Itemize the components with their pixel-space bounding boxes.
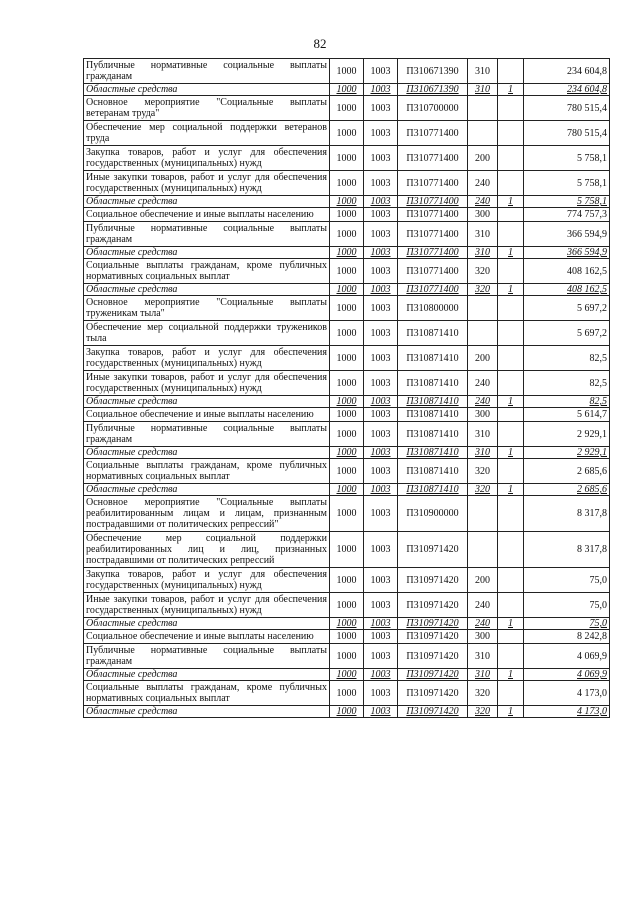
amount-cell: 4 069,9 [524, 669, 610, 681]
target-article-cell: П310771400 [398, 247, 468, 259]
expense-type-cell: 320 [468, 484, 498, 496]
expense-type-cell: 300 [468, 208, 498, 222]
funding-source-row [84, 447, 610, 459]
section-cell: 1000 [330, 532, 364, 568]
target-article-cell: П310771400 [398, 208, 468, 222]
row-name-cell: Областные средства [84, 396, 330, 408]
expense-type-cell: 320 [468, 459, 498, 484]
table-row [84, 681, 610, 706]
funding-source-cell [498, 222, 524, 247]
target-article-cell: П310871410 [398, 396, 468, 408]
funding-source-cell [498, 630, 524, 644]
funding-source-cell [498, 146, 524, 171]
table-row [84, 208, 610, 222]
amount-cell: 2 685,6 [524, 459, 610, 484]
row-name-cell: Социальное обеспечение и иные выплаты населению [84, 208, 330, 222]
table-row [84, 593, 610, 618]
section-cell: 1000 [330, 496, 364, 532]
expense-type-cell: 240 [468, 371, 498, 396]
target-article-cell: П310971420 [398, 568, 468, 593]
subsection-cell: 1003 [364, 532, 398, 568]
section-cell: 1000 [330, 371, 364, 396]
subsection-cell: 1003 [364, 568, 398, 593]
amount-cell: 82,5 [524, 396, 610, 408]
section-cell: 1000 [330, 146, 364, 171]
expense-type-cell [468, 321, 498, 346]
table-row [84, 532, 610, 568]
amount-cell: 5 697,2 [524, 321, 610, 346]
expense-type-cell: 320 [468, 706, 498, 718]
funding-source-cell [498, 408, 524, 422]
expense-type-cell [468, 532, 498, 568]
row-name-cell: Обеспечение мер социальной поддержки тружеников тыла [84, 321, 330, 346]
funding-source-row [84, 706, 610, 718]
row-name-cell: Публичные нормативные социальные выплаты гражданам [84, 644, 330, 669]
row-name-cell: Социальные выплаты гражданам, кроме публичных нормативных социальных выплат [84, 459, 330, 484]
table-row [84, 296, 610, 321]
row-name-cell: Областные средства [84, 196, 330, 208]
subsection-cell: 1003 [364, 171, 398, 196]
target-article-cell: П310900000 [398, 496, 468, 532]
target-article-cell: П310771400 [398, 121, 468, 146]
row-name-cell: Социальные выплаты гражданам, кроме публичных нормативных социальных выплат [84, 681, 330, 706]
funding-source-cell [498, 346, 524, 371]
expense-type-cell: 200 [468, 568, 498, 593]
funding-source-cell: 1 [498, 284, 524, 296]
expense-type-cell: 320 [468, 681, 498, 706]
expense-type-cell: 240 [468, 593, 498, 618]
amount-cell: 75,0 [524, 593, 610, 618]
amount-cell: 780 515,4 [524, 121, 610, 146]
table-row [84, 371, 610, 396]
amount-cell: 5 614,7 [524, 408, 610, 422]
row-name-cell: Областные средства [84, 447, 330, 459]
target-article-cell: П310971420 [398, 532, 468, 568]
row-name-cell: Публичные нормативные социальные выплаты гражданам [84, 222, 330, 247]
row-name-cell: Основное мероприятие "Социальные выплаты реабилитированным лицам и лицам, признанным пострадавшими от политических репрессий" [84, 496, 330, 532]
target-article-cell: П310700000 [398, 96, 468, 121]
subsection-cell: 1003 [364, 371, 398, 396]
amount-cell: 75,0 [524, 568, 610, 593]
subsection-cell: 1003 [364, 630, 398, 644]
row-name-cell: Иные закупки товаров, работ и услуг для обеспечения государственных (муниципальных) нужд [84, 171, 330, 196]
target-article-cell: П310871410 [398, 408, 468, 422]
amount-cell: 8 317,8 [524, 496, 610, 532]
row-name-cell: Областные средства [84, 706, 330, 718]
row-name-cell: Обеспечение мер социальной поддержки реабилитированных лиц и лиц, признанных пострадавшими от политических репрессий [84, 532, 330, 568]
subsection-cell: 1003 [364, 644, 398, 669]
table-row [84, 146, 610, 171]
table-row [84, 422, 610, 447]
amount-cell: 5 758,1 [524, 146, 610, 171]
funding-source-cell [498, 96, 524, 121]
amount-cell: 408 162,5 [524, 259, 610, 284]
target-article-cell: П310971420 [398, 618, 468, 630]
section-cell: 1000 [330, 296, 364, 321]
target-article-cell: П310771400 [398, 146, 468, 171]
subsection-cell: 1003 [364, 346, 398, 371]
section-cell: 1000 [330, 171, 364, 196]
section-cell: 1000 [330, 321, 364, 346]
row-name-cell: Публичные нормативные социальные выплаты гражданам [84, 59, 330, 84]
expense-type-cell: 240 [468, 171, 498, 196]
target-article-cell: П310871410 [398, 459, 468, 484]
subsection-cell: 1003 [364, 196, 398, 208]
amount-cell: 4 069,9 [524, 644, 610, 669]
table-row [84, 630, 610, 644]
expense-type-cell: 200 [468, 146, 498, 171]
target-article-cell: П310871410 [398, 371, 468, 396]
subsection-cell: 1003 [364, 408, 398, 422]
section-cell: 1000 [330, 84, 364, 96]
expense-type-cell: 240 [468, 396, 498, 408]
expense-type-cell: 300 [468, 630, 498, 644]
expense-type-cell: 320 [468, 259, 498, 284]
subsection-cell: 1003 [364, 706, 398, 718]
funding-source-cell [498, 321, 524, 346]
subsection-cell: 1003 [364, 284, 398, 296]
table-row [84, 644, 610, 669]
row-name-cell: Закупка товаров, работ и услуг для обеспечения государственных (муниципальных) нужд [84, 146, 330, 171]
funding-source-cell [498, 371, 524, 396]
table-row [84, 459, 610, 484]
funding-source-cell [498, 496, 524, 532]
amount-cell: 234 604,8 [524, 59, 610, 84]
funding-source-row [84, 396, 610, 408]
row-name-cell: Областные средства [84, 618, 330, 630]
row-name-cell: Иные закупки товаров, работ и услуг для обеспечения государственных (муниципальных) нужд [84, 593, 330, 618]
funding-source-cell [498, 532, 524, 568]
funding-source-cell [498, 422, 524, 447]
subsection-cell: 1003 [364, 447, 398, 459]
amount-cell: 82,5 [524, 346, 610, 371]
expense-type-cell: 310 [468, 59, 498, 84]
funding-source-row [84, 669, 610, 681]
section-cell: 1000 [330, 618, 364, 630]
expense-type-cell: 310 [468, 644, 498, 669]
subsection-cell: 1003 [364, 146, 398, 171]
section-cell: 1000 [330, 447, 364, 459]
subsection-cell: 1003 [364, 59, 398, 84]
amount-cell: 75,0 [524, 618, 610, 630]
section-cell: 1000 [330, 96, 364, 121]
funding-source-cell [498, 644, 524, 669]
subsection-cell: 1003 [364, 459, 398, 484]
target-article-cell: П310671390 [398, 59, 468, 84]
funding-source-cell [498, 259, 524, 284]
subsection-cell: 1003 [364, 296, 398, 321]
row-name-cell: Закупка товаров, работ и услуг для обеспечения государственных (муниципальных) нужд [84, 346, 330, 371]
target-article-cell: П310971420 [398, 669, 468, 681]
amount-cell: 2 929,1 [524, 447, 610, 459]
funding-source-cell [498, 121, 524, 146]
amount-cell: 5 758,1 [524, 196, 610, 208]
expense-type-cell: 310 [468, 447, 498, 459]
amount-cell: 2 929,1 [524, 422, 610, 447]
section-cell: 1000 [330, 346, 364, 371]
amount-cell: 8 317,8 [524, 532, 610, 568]
table-row [84, 321, 610, 346]
amount-cell: 780 515,4 [524, 96, 610, 121]
target-article-cell: П310871410 [398, 346, 468, 371]
funding-source-cell: 1 [498, 669, 524, 681]
funding-source-cell [498, 208, 524, 222]
section-cell: 1000 [330, 568, 364, 593]
amount-cell: 5 697,2 [524, 296, 610, 321]
table-row [84, 408, 610, 422]
section-cell: 1000 [330, 259, 364, 284]
funding-source-cell: 1 [498, 247, 524, 259]
row-name-cell: Основное мероприятие "Социальные выплаты труженикам тыла" [84, 296, 330, 321]
table-row [84, 121, 610, 146]
subsection-cell: 1003 [364, 84, 398, 96]
subsection-cell: 1003 [364, 484, 398, 496]
funding-source-cell: 1 [498, 84, 524, 96]
funding-source-row [84, 618, 610, 630]
section-cell: 1000 [330, 121, 364, 146]
target-article-cell: П310671390 [398, 84, 468, 96]
subsection-cell: 1003 [364, 247, 398, 259]
amount-cell: 82,5 [524, 371, 610, 396]
amount-cell: 8 242,8 [524, 630, 610, 644]
funding-source-cell: 1 [498, 618, 524, 630]
expense-type-cell [468, 96, 498, 121]
expense-type-cell: 200 [468, 346, 498, 371]
subsection-cell: 1003 [364, 681, 398, 706]
subsection-cell: 1003 [364, 669, 398, 681]
section-cell: 1000 [330, 408, 364, 422]
funding-source-cell: 1 [498, 196, 524, 208]
section-cell: 1000 [330, 669, 364, 681]
funding-source-cell [498, 568, 524, 593]
subsection-cell: 1003 [364, 396, 398, 408]
section-cell: 1000 [330, 247, 364, 259]
amount-cell: 4 173,0 [524, 681, 610, 706]
budget-table [83, 58, 610, 718]
target-article-cell: П310771400 [398, 222, 468, 247]
target-article-cell: П310771400 [398, 259, 468, 284]
table-row [84, 346, 610, 371]
expense-type-cell: 320 [468, 284, 498, 296]
subsection-cell: 1003 [364, 422, 398, 447]
table-row [84, 568, 610, 593]
target-article-cell: П310800000 [398, 296, 468, 321]
target-article-cell: П310771400 [398, 284, 468, 296]
page-number: 82 [313, 36, 327, 51]
expense-type-cell: 310 [468, 422, 498, 447]
target-article-cell: П310771400 [398, 171, 468, 196]
section-cell: 1000 [330, 630, 364, 644]
subsection-cell: 1003 [364, 121, 398, 146]
subsection-cell: 1003 [364, 208, 398, 222]
funding-source-cell [498, 593, 524, 618]
funding-source-cell: 1 [498, 447, 524, 459]
expense-type-cell: 310 [468, 669, 498, 681]
funding-source-cell [498, 296, 524, 321]
target-article-cell: П310971420 [398, 681, 468, 706]
target-article-cell: П310771400 [398, 196, 468, 208]
table-row [84, 96, 610, 121]
table-body [84, 59, 610, 718]
amount-cell: 774 757,3 [524, 208, 610, 222]
section-cell: 1000 [330, 222, 364, 247]
row-name-cell: Областные средства [84, 284, 330, 296]
row-name-cell: Областные средства [84, 84, 330, 96]
row-name-cell: Социальные выплаты гражданам, кроме публичных нормативных социальных выплат [84, 259, 330, 284]
funding-source-cell [498, 459, 524, 484]
expense-type-cell: 300 [468, 408, 498, 422]
row-name-cell: Областные средства [84, 669, 330, 681]
section-cell: 1000 [330, 396, 364, 408]
row-name-cell: Областные средства [84, 484, 330, 496]
funding-source-cell: 1 [498, 396, 524, 408]
target-article-cell: П310971420 [398, 706, 468, 718]
amount-cell: 366 594,9 [524, 247, 610, 259]
section-cell: 1000 [330, 284, 364, 296]
row-name-cell: Областные средства [84, 247, 330, 259]
funding-source-cell [498, 681, 524, 706]
funding-source-row [84, 84, 610, 96]
funding-source-row [84, 484, 610, 496]
amount-cell: 366 594,9 [524, 222, 610, 247]
row-name-cell: Закупка товаров, работ и услуг для обеспечения государственных (муниципальных) нужд [84, 568, 330, 593]
subsection-cell: 1003 [364, 321, 398, 346]
amount-cell: 408 162,5 [524, 284, 610, 296]
expense-type-cell: 310 [468, 84, 498, 96]
expense-type-cell [468, 121, 498, 146]
expense-type-cell [468, 496, 498, 532]
subsection-cell: 1003 [364, 496, 398, 532]
section-cell: 1000 [330, 681, 364, 706]
section-cell: 1000 [330, 706, 364, 718]
funding-source-row [84, 247, 610, 259]
subsection-cell: 1003 [364, 618, 398, 630]
expense-type-cell: 310 [468, 247, 498, 259]
subsection-cell: 1003 [364, 96, 398, 121]
target-article-cell: П310971420 [398, 593, 468, 618]
expense-type-cell: 240 [468, 618, 498, 630]
table-row [84, 259, 610, 284]
section-cell: 1000 [330, 59, 364, 84]
subsection-cell: 1003 [364, 222, 398, 247]
funding-source-cell: 1 [498, 706, 524, 718]
target-article-cell: П310971420 [398, 630, 468, 644]
row-name-cell: Публичные нормативные социальные выплаты гражданам [84, 422, 330, 447]
subsection-cell: 1003 [364, 259, 398, 284]
funding-source-cell [498, 171, 524, 196]
section-cell: 1000 [330, 459, 364, 484]
amount-cell: 4 173,0 [524, 706, 610, 718]
target-article-cell: П310871410 [398, 484, 468, 496]
row-name-cell: Обеспечение мер социальной поддержки ветеранов труда [84, 121, 330, 146]
target-article-cell: П310871410 [398, 447, 468, 459]
expense-type-cell [468, 296, 498, 321]
funding-source-cell [498, 59, 524, 84]
target-article-cell: П310971420 [398, 644, 468, 669]
table-row [84, 171, 610, 196]
funding-source-cell: 1 [498, 484, 524, 496]
section-cell: 1000 [330, 208, 364, 222]
row-name-cell: Социальное обеспечение и иные выплаты населению [84, 630, 330, 644]
expense-type-cell: 310 [468, 222, 498, 247]
row-name-cell: Основное мероприятие "Социальные выплаты ветеранам труда" [84, 96, 330, 121]
section-cell: 1000 [330, 484, 364, 496]
target-article-cell: П310871410 [398, 321, 468, 346]
row-name-cell: Иные закупки товаров, работ и услуг для обеспечения государственных (муниципальных) нужд [84, 371, 330, 396]
target-article-cell: П310871410 [398, 422, 468, 447]
section-cell: 1000 [330, 644, 364, 669]
funding-source-row [84, 196, 610, 208]
table-row [84, 496, 610, 532]
expense-type-cell: 240 [468, 196, 498, 208]
section-cell: 1000 [330, 196, 364, 208]
table-row [84, 59, 610, 84]
amount-cell: 234 604,8 [524, 84, 610, 96]
section-cell: 1000 [330, 422, 364, 447]
amount-cell: 5 758,1 [524, 171, 610, 196]
subsection-cell: 1003 [364, 593, 398, 618]
section-cell: 1000 [330, 593, 364, 618]
amount-cell: 2 685,6 [524, 484, 610, 496]
table-row [84, 222, 610, 247]
funding-source-row [84, 284, 610, 296]
row-name-cell: Социальное обеспечение и иные выплаты населению [84, 408, 330, 422]
